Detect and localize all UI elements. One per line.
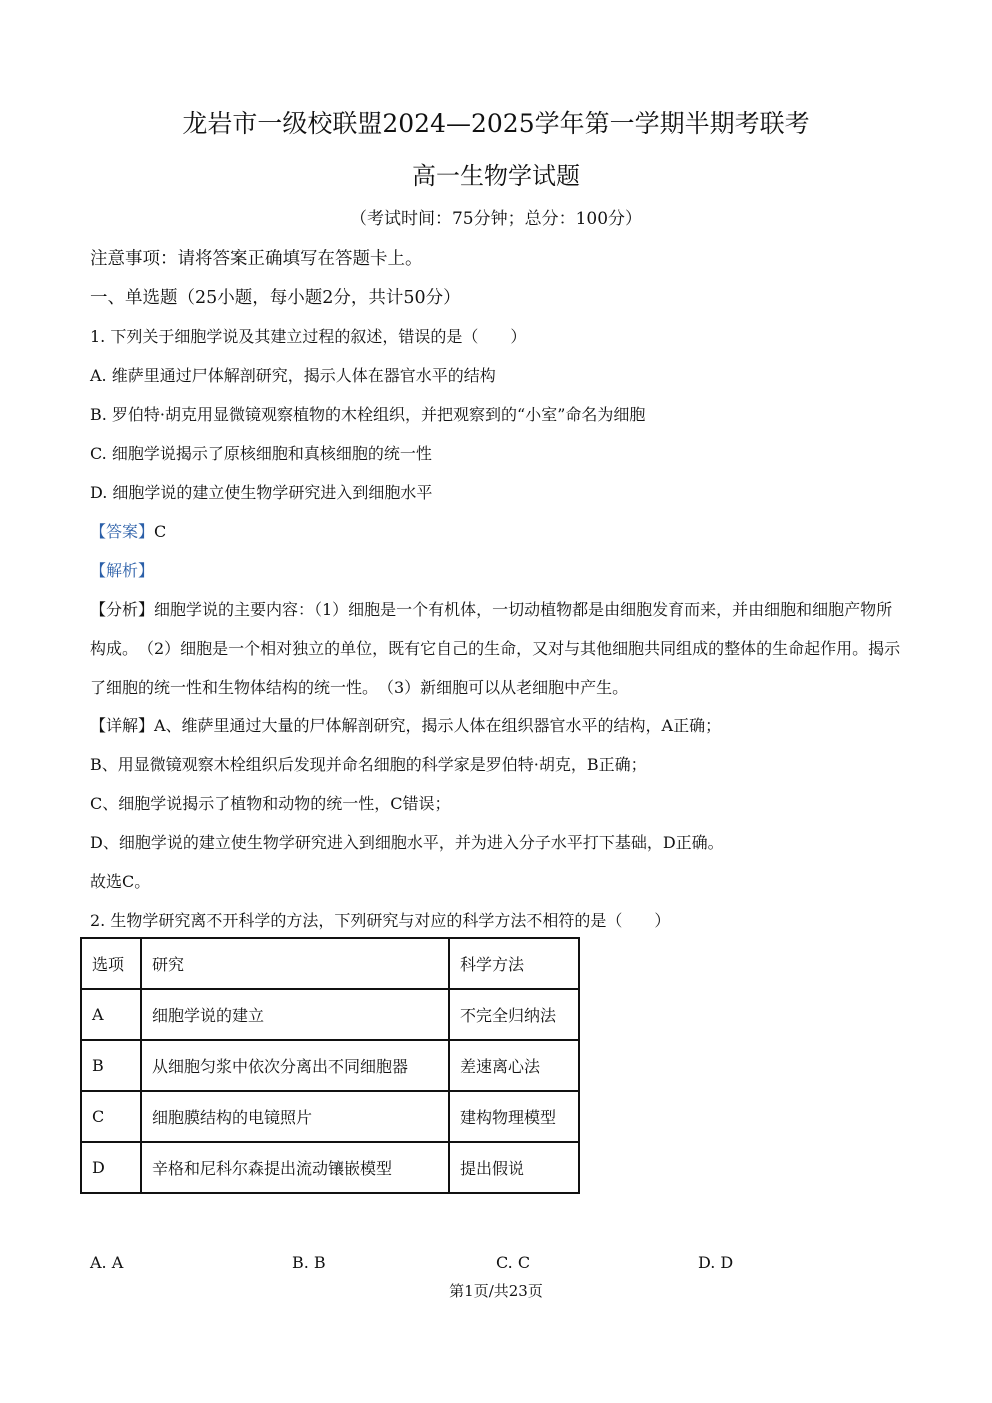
table-cell: 从细胞匀浆中依次分离出不同细胞器 — [141, 1040, 449, 1091]
q2-table — [80, 937, 580, 1194]
table-header-cell: 科学方法 — [449, 938, 579, 989]
q1-option-d: D. 细胞学说的建立使生物学研究进入到细胞水平 — [90, 483, 433, 502]
q2-stem: 2. 生物学研究离不开科学的方法，下列研究与对应的科学方法不相符的是（ ） — [90, 911, 671, 930]
section-title: 一、单选题（25小题，每小题2分，共计50分） — [90, 288, 461, 308]
exam-subtitle: 高一生物学试题 — [412, 162, 580, 190]
table-cell: B — [81, 1040, 141, 1091]
table-cell: 不完全归纳法 — [449, 989, 579, 1040]
table-cell: 提出假说 — [449, 1142, 579, 1193]
answer-value: C — [154, 522, 167, 541]
q1-stem: 1. 下列关于细胞学说及其建立过程的叙述，错误的是（ ） — [90, 327, 527, 346]
q1-option-a: A. 维萨里通过尸体解剖研究，揭示人体在器官水平的结构 — [90, 366, 496, 385]
table-cell: C — [81, 1091, 141, 1142]
table-cell: 差速离心法 — [449, 1040, 579, 1091]
table-cell: 细胞学说的建立 — [141, 989, 449, 1040]
q1-analysis: 【分析】细胞学说的主要内容：（1）细胞是一个有机体，一切动植物都是由细胞发育而来，并由细胞和细胞产物所构成。 （2）细胞是一个相对独立的单位，既有它自己的生命，又对与其他细胞共同组成的整体的生命起作用。揭示了细胞的统一性和生物体结构的统一性。 （3）新细胞可以从老细胞中产生。 — [90, 600, 901, 697]
q1-answer — [90, 519, 166, 542]
page-number: 第1页/共23页 — [449, 1282, 543, 1300]
q2-choice-d: D. D — [698, 1253, 734, 1272]
table-cell: D — [81, 1142, 141, 1193]
exam-title: 龙岩市一级校联盟2024—2025学年第一学期半期考联考 — [182, 109, 810, 138]
q1-detail-2: B、用显微镜观察木栓组织后发现并命名细胞的科学家是罗伯特·胡克，B正确； — [90, 755, 647, 774]
q1-option-b: B. 罗伯特·胡克用显微镜观察植物的木栓组织，并把观察到的“小室”命名为细胞 — [90, 405, 646, 424]
table-cell: A — [81, 989, 141, 1040]
table-header-cell: 研究 — [141, 938, 449, 989]
q1-conclusion: 故选C。 — [90, 872, 151, 891]
q2-choice-b: B. B — [292, 1253, 326, 1272]
answer-tag: 【答案】 — [90, 522, 155, 541]
table-header-cell: 选项 — [81, 938, 141, 989]
table-row — [81, 1040, 579, 1091]
table-row — [81, 1091, 579, 1142]
q1-detail-3: C、细胞学说揭示了植物和动物的统一性，C错误； — [90, 794, 451, 813]
analysis-tag: 【解析】 — [90, 561, 155, 580]
q1-detail-1: 【详解】A、维萨里通过大量的尸体解剖研究，揭示人体在组织器官水平的结构，A正确； — [90, 716, 722, 735]
q2-choice-c: C. C — [496, 1253, 531, 1272]
exam-info: （考试时间：75分钟；总分：100分） — [349, 209, 643, 229]
table-row — [81, 1142, 579, 1193]
table-cell: 细胞膜结构的电镜照片 — [141, 1091, 449, 1142]
table-cell: 辛格和尼科尔森提出流动镶嵌模型 — [141, 1142, 449, 1193]
q1-detail-4: D、细胞学说的建立使生物学研究进入到细胞水平，并为进入分子水平打下基础，D正确。 — [90, 833, 724, 852]
q2-choice-a: A. A — [90, 1253, 124, 1272]
table-header-row — [81, 938, 579, 989]
notice: 注意事项：请将答案正确填写在答题卡上。 — [90, 249, 423, 269]
q1-option-c: C. 细胞学说揭示了原核细胞和真核细胞的统一性 — [90, 444, 432, 463]
table-row — [81, 989, 579, 1040]
table-cell: 建构物理模型 — [449, 1091, 579, 1142]
